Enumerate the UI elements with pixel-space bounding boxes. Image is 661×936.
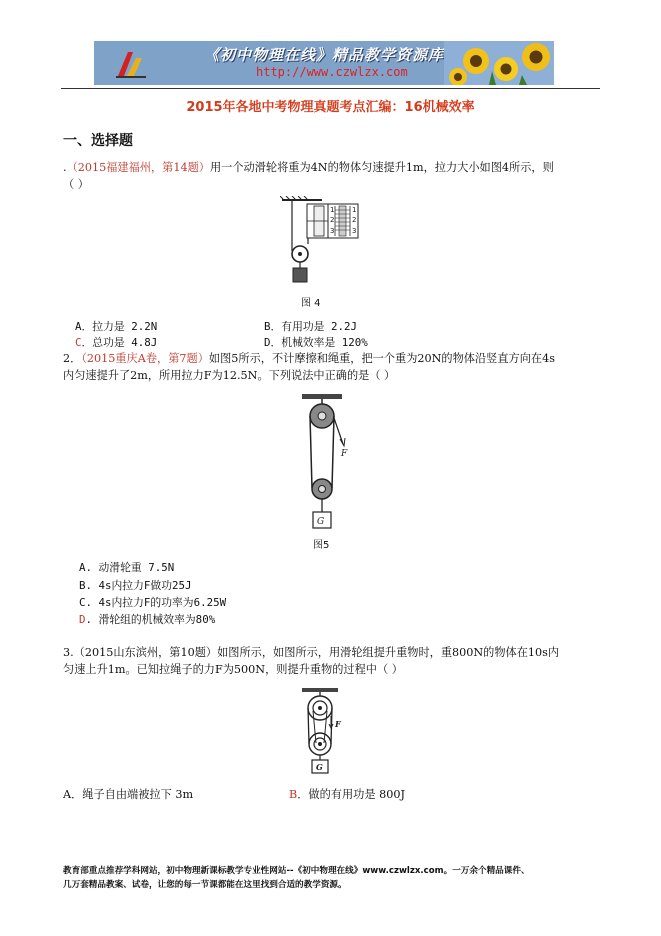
q1-scale-mark: 1 xyxy=(330,206,335,214)
q1-stem-a: 用一个动滑轮将重为4N的物体匀速提升1m，拉力大小如图4所示，则 xyxy=(209,161,554,174)
q3-option-b xyxy=(289,787,405,803)
q3-option-a: A．绳子自由端被拉下 3m xyxy=(63,788,194,801)
q2-stem-line1 xyxy=(63,351,555,367)
footer-line2: 几万套精品教案、试卷，让您的每一节课都能在这里找到合适的教学资源。 xyxy=(63,880,347,890)
q1-option-c xyxy=(75,335,157,350)
q2-weight-label: G xyxy=(317,517,325,527)
q2-stem-b: 内匀速提升了2m，所用拉力F为12.5N。下列说法中正确的是（ ） xyxy=(63,369,396,382)
q3-figure-pulley-block xyxy=(298,686,350,776)
q1-scale-mark: 2 xyxy=(330,216,335,224)
q1-scale-mark: 3 xyxy=(330,227,335,235)
q2-number: 2． xyxy=(63,352,82,365)
section-heading: 一、选择题 xyxy=(63,133,133,149)
q3-stem-a: 3.（2015山东滨州，第10题）如图所示，如图所示，用滑轮组提升重物时，重800N的物体在10s内 xyxy=(63,646,560,659)
document-title: 2015年各地中考物理真题考点汇编：16机械效率 xyxy=(186,100,475,115)
q2-force-label: F xyxy=(341,449,348,459)
q1-source: （2015福建福州，第14题） xyxy=(66,161,210,174)
site-logo-icon xyxy=(114,46,148,80)
q2-stem-a: 如图5所示，不计摩擦和绳重，把一个重为20N的物体沿竖直方向在4s xyxy=(208,352,555,365)
banner-title: 《初中物理在线》精品教学资源库 xyxy=(204,46,445,64)
q1-scale-mark: 3 xyxy=(352,227,357,235)
q1-figure-pulley-scale xyxy=(280,196,365,292)
q3-stem-b: 匀速上升1m。已知拉绳子的力F为500N，则提升重物的过程中（ ） xyxy=(63,663,403,676)
q1-option-a: A．拉力是 2.2N xyxy=(75,320,158,333)
q2-option-d xyxy=(79,612,215,627)
sunflower-decoration-icon xyxy=(444,41,554,85)
q1-scale-mark: 2 xyxy=(352,216,357,224)
q3-option-b-letter: B xyxy=(289,788,298,801)
q3-option-b-text: ．做的有用功是 800J xyxy=(297,788,405,801)
q1-option-b: B．有用功是 2.2J xyxy=(264,320,357,333)
q2-option-d-letter: D xyxy=(79,613,86,626)
q2-source: （2015重庆A卷，第7题） xyxy=(81,352,209,365)
q3-weight-label: G xyxy=(316,762,323,772)
q2-option-a: A. 动滑轮重 7.5N xyxy=(79,561,175,574)
q2-figure-caption: 图5 xyxy=(313,540,330,551)
q1-stem-b: （ ） xyxy=(63,178,89,191)
header-rule xyxy=(61,88,600,89)
q2-figure-pulley-system xyxy=(296,392,366,532)
q1-option-c-text: ．总功是 4.8J xyxy=(81,336,158,349)
q1-figure-caption: 图 4 xyxy=(301,298,321,309)
banner-url: http://www.czwlzx.com xyxy=(256,65,408,79)
q2-option-c: C. 4s内拉力F的功率为6.25W xyxy=(79,596,227,609)
footer-line1: 教育部重点推荐学科网站，初中物理新课标教学专业性网站--《初中物理在线》www.czwlzx.com。一万余个精品课件、 xyxy=(63,866,530,876)
q1-option-d: D．机械效率是 120% xyxy=(264,336,368,349)
q1-number: . xyxy=(63,161,67,174)
q1-stem-line1 xyxy=(63,160,554,176)
q1-option-c-letter: C xyxy=(75,336,82,349)
header-banner xyxy=(94,41,554,85)
q3-force-label: F xyxy=(335,719,341,729)
q2-option-b: B. 4s内拉力F做功25J xyxy=(79,579,192,592)
q1-scale-mark: 1 xyxy=(352,206,357,214)
q2-option-d-text: . 滑轮组的机械效率为80% xyxy=(85,613,216,626)
